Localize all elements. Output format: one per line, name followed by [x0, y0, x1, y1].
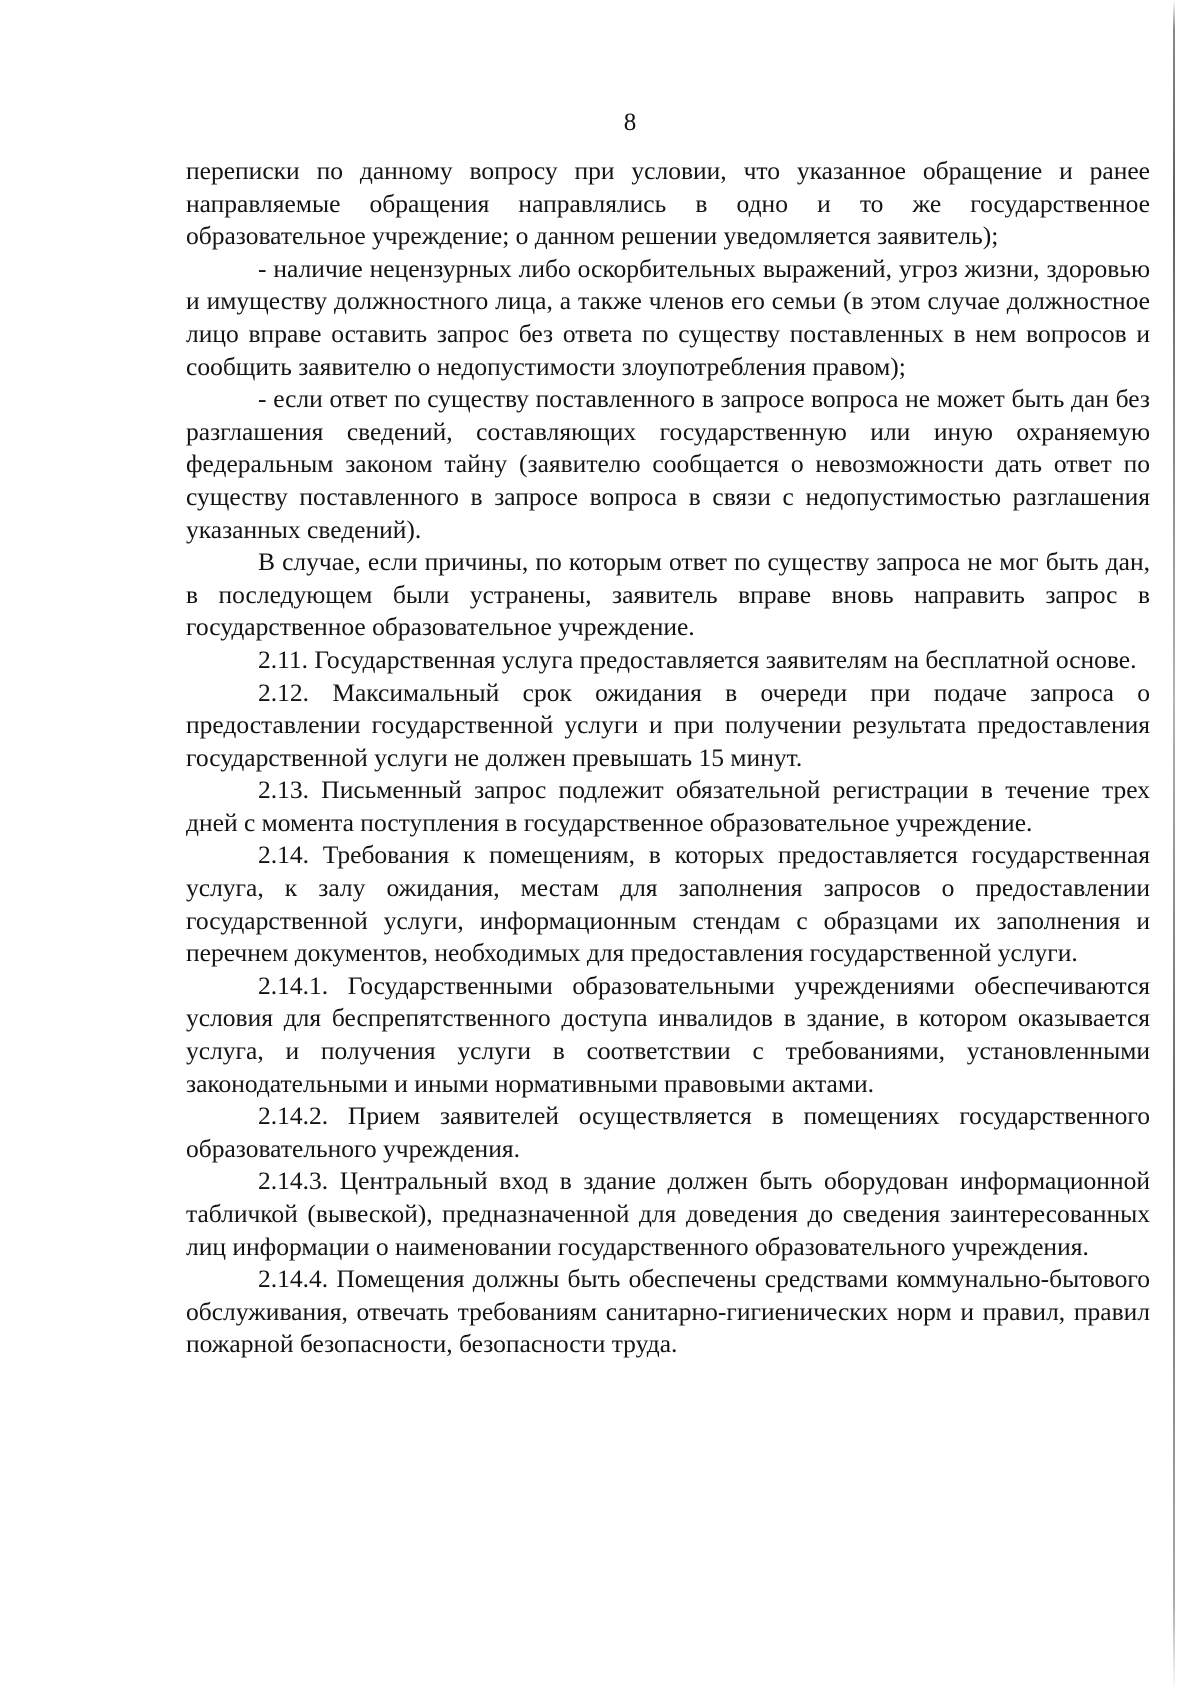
- paragraph: В случае, если причины, по которым ответ по существу запроса не мог быть дан, в последующем были устранены, заявитель вправе вновь направить запрос в государственное образовательное учреждение.: [186, 547, 1150, 642]
- paragraph-continuation: переписки по данному вопросу при условии, что указанное обращение и ранее направляемые обращения направлялись в одно и то же государственное образовательное учреждение; о данном решении уведомляется заявитель);: [186, 156, 1150, 251]
- page-number: 8: [623, 109, 637, 136]
- paragraph-section-2-13: 2.13. Письменный запрос подлежит обязательной регистрации в течение трех дней с момента поступления в государственное образовательное учреждение.: [186, 775, 1150, 837]
- paragraph-section-2-11: 2.11. Государственная услуга предоставляется заявителям на бесплатной основе.: [258, 644, 1137, 674]
- paragraph-section-2-12: 2.12. Максимальный срок ожидания в очереди при подаче запроса о предоставлении государственной услуги и при получении результата предоставления государственной услуги не должен превышать 15 минут.: [186, 677, 1150, 772]
- paragraph-list-item: - наличие нецензурных либо оскорбительных выражений, угроз жизни, здоровью и имуществу должностного лица, а также членов его семьи (в этом случае должностное лицо вправе оставить запрос без ответа по существу поставленных в нем вопросов и сообщить заявителю о недопустимости злоупотребления правом);: [186, 253, 1150, 381]
- paragraph-section-2-14-1: 2.14.1. Государственными образовательными учреждениями обеспечиваются условия для беспрепятственного доступа инвалидов в здание, в котором оказывается услуга, и получения услуги в соответствии с требованиями, установленными законодательными и иными нормативными правовыми актами.: [186, 970, 1150, 1098]
- paragraph-section-2-14-3: 2.14.3. Центральный вход в здание должен быть оборудован информационной табличкой (вывеской), предназначенной для доведения до сведения заинтересованных лиц информации о наименовании государственного образовательного учреждения.: [186, 1166, 1150, 1261]
- paragraph-section-2-14-2: 2.14.2. Прием заявителей осуществляется в помещениях государственного образовательного учреждения.: [186, 1101, 1150, 1163]
- paragraph-list-item: - если ответ по существу поставленного в запросе вопроса не может быть дан без разглашения сведений, составляющих государственную или иную охраняемую федеральным законом тайну (заявителю сообщается о невозможности дать ответ по существу поставленного в запросе вопроса в связи с недопустимостью разглашения указанных сведений).: [186, 384, 1150, 544]
- paragraph-section-2-14-4: 2.14.4. Помещения должны быть обеспечены средствами коммунально-бытового обслуживания, отвечать требованиям санитарно-гигиенических норм и правил, правил пожарной безопасности, безопасности труда.: [186, 1264, 1150, 1359]
- paragraph-section-2-14: 2.14. Требования к помещениям, в которых предоставляется государственная услуга, к залу ожидания, местам для заполнения запросов о предоставлении государственной услуги, информационным стендам с образцами их заполнения и перечнем документов, необходимых для предоставления государственной услуги.: [186, 840, 1150, 968]
- document-body: [186, 155, 1150, 1361]
- scan-edge-line: [1173, 0, 1175, 1691]
